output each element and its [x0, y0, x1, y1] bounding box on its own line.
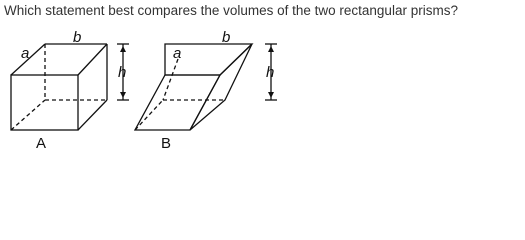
prism-a-right-bottom-edge	[78, 100, 107, 130]
prism-b	[135, 44, 277, 130]
prism-b-label-h: h	[266, 64, 275, 81]
prism-b-label-a: a	[173, 45, 182, 62]
prism-a-name: A	[36, 135, 47, 152]
prism-a-front-face	[11, 75, 78, 130]
prism-b-label-b: b	[222, 29, 231, 46]
prism-b-name: B	[161, 135, 172, 152]
prism-a-label-a: a	[21, 45, 30, 62]
prism-b-front-face	[135, 75, 220, 130]
prism-a-label-b: b	[73, 29, 82, 46]
prism-a-right-top-edge	[78, 44, 107, 75]
prism-a-label-h: h	[118, 64, 127, 81]
question-text: Which statement best compares the volumes of the two rectangular prisms?	[4, 3, 458, 18]
prism-b-hidden-edges	[135, 59, 225, 130]
prism-b-right-face	[190, 44, 252, 130]
